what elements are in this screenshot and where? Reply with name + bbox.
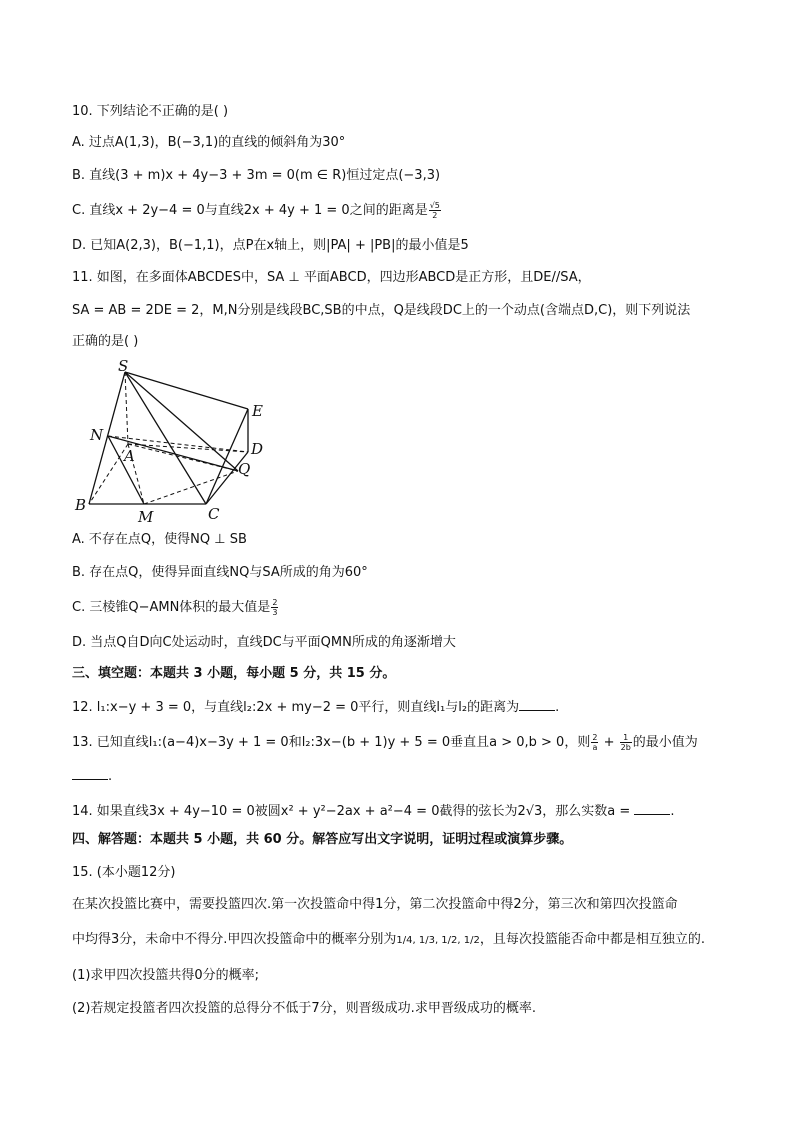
q10-option-d: D. 已知A(2,3)，B(−1,1)，点P在x轴上，则|PA| + |PB|的最小值是5 (72, 238, 469, 253)
q15-paragraph-line2-text: 中均得3分，未命中不得分.甲四次投篮命中的概率分别为 (72, 932, 397, 947)
edge-mq (144, 471, 238, 504)
q14-answer-blank (634, 800, 670, 815)
q13-text-end: 的最小值为 (632, 735, 698, 750)
fraction-numerator: 2 (272, 598, 278, 607)
label-a: A (124, 447, 135, 465)
q14 (72, 800, 732, 822)
label-s: S (118, 357, 129, 375)
label-d: D (251, 440, 264, 458)
q13-answer-blank (72, 765, 108, 780)
q11-option-a: A. 不存在点Q，使得NQ ⊥ SB (72, 532, 247, 547)
q11-stem-line1: 11. 如图，在多面体ABCDES中，SA ⊥ 平面ABCD，四边形ABCD是正方形，且DE//SA， (72, 270, 591, 285)
q13-fraction-1 (591, 733, 598, 752)
q10-option-c-fraction (429, 201, 441, 220)
label-e: E (252, 402, 263, 420)
q13-text: 13. 已知直线l₁:(a−4)x−3y + 1 = 0和l₂:3x−(b + 1)y + 5 = 0垂直且a > 0,b > 0，则 (72, 735, 591, 750)
q14-text: 14. 如果直线3x + 4y−10 = 0被圆x² + y²−2ax + a²−4 = 0截得的弦长为2√3，那么实数a = (72, 804, 635, 819)
label-n: N (90, 426, 104, 444)
section-4-heading: 四、解答题：本题共 5 小题，共 60 分。解答应写出文字说明，证明过程或演算步骤。 (72, 832, 573, 847)
q11-stem-line2: SA = AB = 2DE = 2，M,N分别是线段BC,SB的中点，Q是线段DC上的一个动点(含端点D,C)，则下列说法 (72, 303, 691, 318)
label-b: B (75, 496, 87, 514)
edge-se (125, 372, 248, 409)
q11-option-c-text: C. 三棱锥Q−AMN体积的最大值是 (72, 600, 271, 615)
label-c: C (208, 505, 220, 523)
q11-option-c (72, 598, 732, 618)
polyhedron-figure (72, 356, 282, 526)
figure-hidden-edges (89, 372, 251, 504)
q12-text: 12. l₁:x−y + 3 = 0，与直线l₂:2x + my−2 = 0平行，则直线l₁与l₂的距离为 (72, 700, 520, 715)
edge-sc (125, 372, 206, 504)
fraction-numerator: 1 (620, 733, 632, 743)
q14-end: . (670, 804, 675, 819)
q11-option-d: D. 当点Q自D向C处运动时，直线DC与平面QMN所成的角逐渐增大 (72, 635, 456, 650)
label-m: M (138, 508, 154, 526)
q11-option-b: B. 存在点Q，使得异面直线NQ与SA所成的角为60° (72, 565, 368, 580)
q13-answer-line (72, 765, 732, 787)
q11-option-c-fraction (271, 598, 278, 617)
q13-end: . (108, 769, 113, 784)
q15-subquestion-1: (1)求甲四次投篮共得0分的概率; (72, 968, 260, 983)
fraction-denominator: 3 (272, 608, 278, 617)
fraction-numerator: 2 (592, 733, 598, 742)
q15-paragraph-line2 (72, 930, 732, 951)
q15-paragraph-line2-end: ，且每次投篮能否命中都是相互独立的. (479, 932, 705, 947)
edge-ab (89, 444, 128, 504)
q12-answer-blank (519, 696, 555, 711)
fraction-denominator: a (592, 743, 598, 752)
q10-option-c-text: C. 直线x + 2y−4 = 0与直线2x + 4y + 1 = 0之间的距离是 (72, 203, 428, 218)
q15-paragraph-line1: 在某次投篮比赛中，需要投篮四次.第一次投篮命中得1分，第二次投篮命中得2分，第三次和第四次投篮命 (72, 897, 678, 912)
q15-subquestion-2: (2)若规定投篮者四次投篮的总得分不低于7分，则晋级成功.求甲晋级成功的概率. (72, 1001, 536, 1016)
edge-ec (206, 409, 251, 504)
fraction-denominator: 2b (620, 743, 631, 752)
q13 (72, 733, 732, 753)
fraction-numerator: √5 (429, 201, 440, 210)
label-q: Q (238, 460, 251, 478)
figure-solid-edges (89, 372, 251, 504)
q12-end: . (555, 700, 560, 715)
q13-fraction-2 (620, 733, 632, 752)
q15-probabilities: 1/4, 1/3, 1/2, 1/2 (396, 935, 480, 946)
section-3-heading: 三、填空题：本题共 3 小题，每小题 5 分，共 15 分。 (72, 666, 396, 681)
q13-plus: + (599, 735, 619, 750)
q10-option-a: A. 过点A(1,3)，B(−3,1)的直线的倾斜角为30° (72, 135, 346, 150)
fraction-denominator: 2 (432, 211, 438, 220)
q15-header: 15. (本小题12分) (72, 865, 176, 880)
q10-stem: 10. 下列结论不正确的是( ) (72, 104, 229, 119)
q10-option-b: B. 直线(3 + m)x + 4y−3 + 3m = 0(m ∈ R)恒过定点(−3,3) (72, 168, 441, 183)
q11-stem-line3: 正确的是( ) (72, 334, 139, 349)
edge-sa (125, 372, 128, 444)
q12 (72, 696, 732, 718)
q10-option-c (72, 201, 732, 221)
